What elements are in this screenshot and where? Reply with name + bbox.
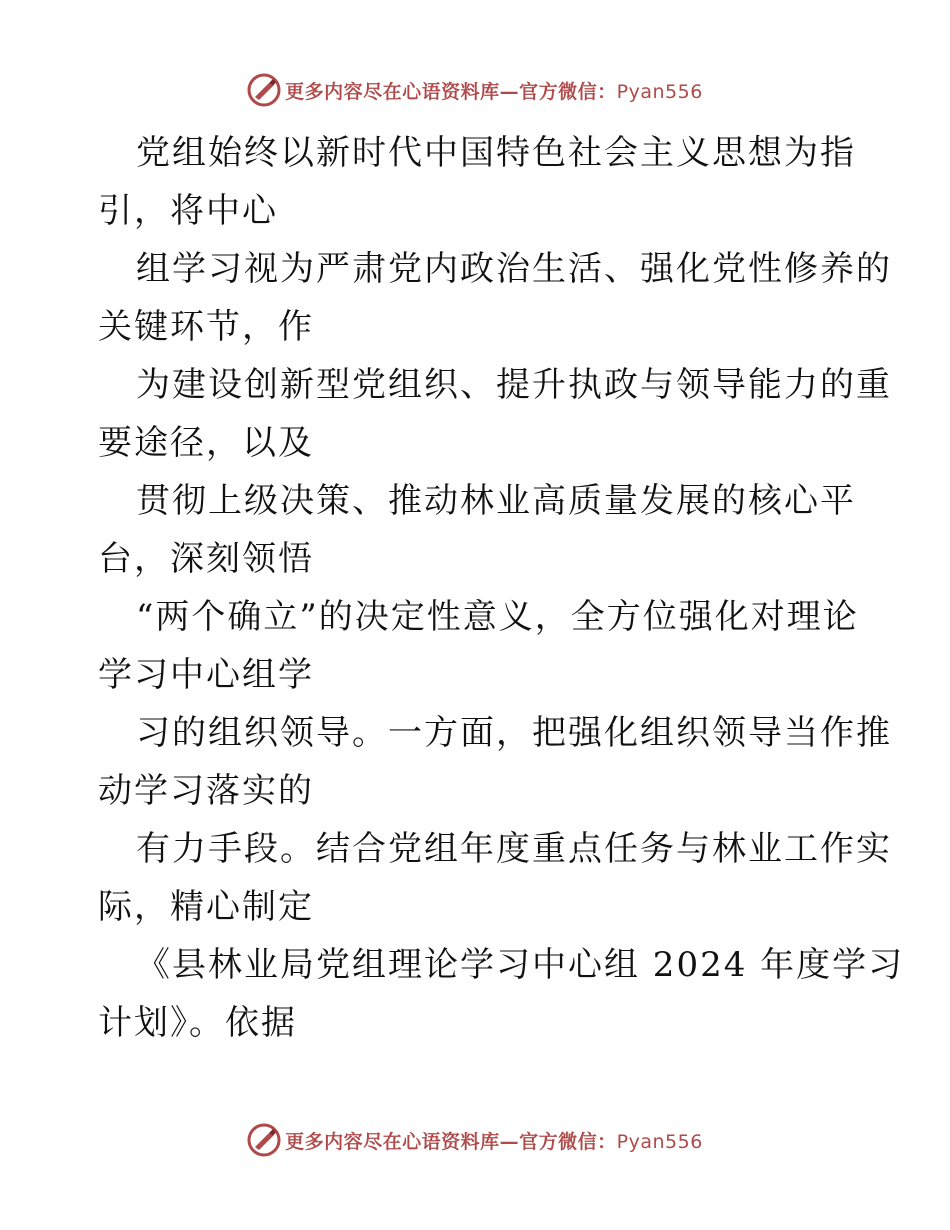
text-line: 贯彻上级决策、推动林业高质量发展的核心平 bbox=[136, 481, 856, 521]
header-banner-text: 更多内容尽在心语资料库—官方微信：Pyan556 bbox=[285, 80, 703, 103]
paragraph bbox=[98, 124, 858, 240]
paragraph bbox=[98, 240, 892, 356]
text-line: 动学习落实的 bbox=[98, 771, 314, 811]
paragraph bbox=[98, 356, 892, 472]
text-line: 《县林业局党组理论学习中心组 2024 年度学习 bbox=[136, 945, 905, 985]
paragraph bbox=[98, 820, 892, 936]
text-line: 关键环节，作 bbox=[98, 307, 314, 347]
header-watermark-banner bbox=[0, 70, 950, 110]
text-line: 习的组织领导。一方面，把强化组织领导当作推 bbox=[136, 713, 892, 753]
text-line: 台，深刻领悟 bbox=[98, 539, 314, 579]
text-line: 引，将中心 bbox=[98, 191, 278, 231]
document-body bbox=[98, 124, 905, 1052]
text-line: 要途径，以及 bbox=[98, 423, 314, 463]
text-line: 计划》。依据 bbox=[98, 1003, 297, 1043]
pen-seal-icon bbox=[247, 1123, 281, 1157]
text-line: “两个确立”的决定性意义，全方位强化对理论 bbox=[136, 597, 859, 637]
paragraph bbox=[98, 936, 905, 1052]
text-line: 为建设创新型党组织、提升执政与领导能力的重 bbox=[136, 365, 892, 405]
text-line: 党组始终以新时代中国特色社会主义思想为指 bbox=[136, 133, 856, 173]
paragraph bbox=[98, 704, 892, 820]
text-line: 学习中心组学 bbox=[98, 655, 314, 695]
footer-banner-text: 更多内容尽在心语资料库—官方微信：Pyan556 bbox=[285, 1130, 703, 1153]
text-line: 组学习视为严肃党内政治生活、强化党性修养的 bbox=[136, 249, 892, 289]
pen-seal-icon bbox=[247, 73, 281, 107]
text-line: 有力手段。结合党组年度重点任务与林业工作实 bbox=[136, 829, 892, 869]
paragraph bbox=[98, 472, 858, 588]
footer-watermark-banner bbox=[0, 1120, 950, 1160]
paragraph bbox=[98, 588, 858, 704]
text-line: 际，精心制定 bbox=[98, 887, 314, 927]
